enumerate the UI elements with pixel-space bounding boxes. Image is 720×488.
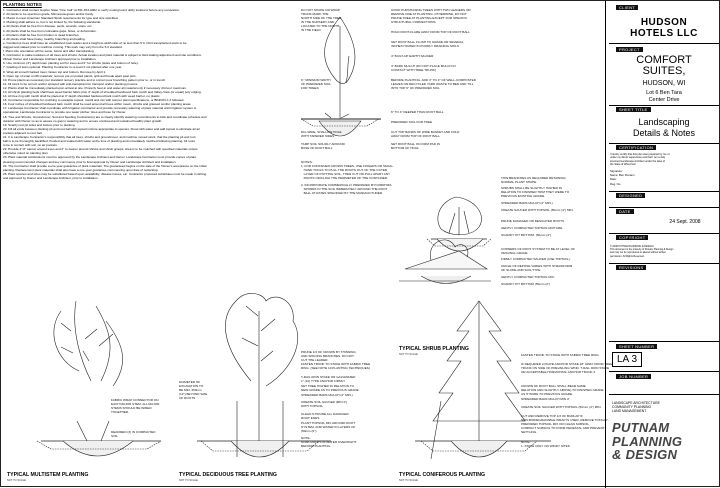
note-line: and approved by Owner and Landscape Architect, prior to installation. (3, 175, 99, 180)
note-line: planting. Replacement plant materials shall also have a one-year guarantee commencing upon date of replanting. (3, 167, 159, 172)
note-line: 15. Contractor responsible for mulching to stockpile topsoil, rototill and mix with soil per plant specifications, or BINDOV-1 if followed. (3, 98, 185, 103)
tree-detail-label: PREPARED SOIL FOR TREE (391, 120, 433, 124)
detail-label: FASTEN TRUNK TO STAKE WITH FABRIC TREE RING (521, 353, 599, 357)
certification-signature: Signature: Name: Ben Putnam Date: Reg. No. (610, 169, 635, 186)
note-line: 18. Tree and Shrubs, Groundcover, Sod and Seeding Contractor(s) are to clearly identify watering commitments to bids and coordinate schedule and (3, 114, 207, 119)
note-line: pockets adjacent to root ball. (3, 130, 43, 135)
detail-label: T-RAIL IRON STAKE OR GALVANIZED 1" (12) TYPE ANCHOR FIRMLY (301, 375, 356, 383)
detail-label: GENTLY COMPACTED TOPSOIL MIXTURE. (501, 226, 564, 230)
note-line: otherwise noted on planting plan. (3, 151, 49, 156)
job-number-heading: JOB NUMBER (616, 374, 651, 379)
project-lot: Lot 6 Ben Tara Center Drive (646, 90, 682, 103)
deciduous-caption: TYPICAL DECIDUOUS TREE PLANTING (179, 472, 277, 478)
detail-label: CREATE SOIL SAUCER (MIN 4") WITH TOPSOIL (301, 400, 348, 408)
designed-heading: DESIGNED (616, 193, 645, 198)
tree-detail-label: SET ROOT BALL FLUSH TO GRADE OR SEVERAL INCHES HIGHER IN POORLY DRAINING SOILS (391, 40, 464, 48)
note-line: 19. Scarify root pit sides and bottom prior to planting. (3, 122, 76, 127)
certification-heading: CERTIFICATION (616, 145, 656, 150)
project-name: COMFORT SUITES, (636, 54, 692, 77)
tree-detail-label: 6" TO 4" DEEPER THAN ROOT BALL (391, 110, 444, 114)
note-line: 23. Plant material substitutions must be approved by the Landscape Architect and Owner. Landscape Contractor must provide copies of plant (3, 155, 197, 160)
tree-detail-label: CUT TOP BANDS OF WIRE BASKET AND FOLD AWAY FROM TOP OF ROOT BALL (391, 130, 460, 138)
shrub-plant-graphic (427, 197, 491, 251)
client-name: HUDSON HOTELS LLC (630, 17, 698, 39)
detail-label: CREATE SAUCER WITH TOPSOIL (50mm (4") MIN. (501, 208, 574, 212)
detail-label: GENTLY COMPACTED TOPSOIL MIX. (501, 275, 555, 279)
notes-title: PLANTING NOTES (3, 3, 42, 7)
note-line: 4. Planting shall adhere to, but is not limited by, the following standards: (3, 20, 101, 25)
tree-detail-label: BEFORE PLANTING, ADD 3" TO 4" OF WELL-COMPOSTED LEAVES OR RECYCLED YARD WASTE TO BED AND TILL INTO TOP 6" OF PREPARED SOIL (391, 78, 476, 90)
note-line: 16. Four inches of shredded hardwood bark mulch shall be used around all trees within mown, shrubs and grassed conifer planting areas. (3, 102, 192, 107)
note-line: 1. Contractor shall contact Gopher State "One Call" at 651-454-0002 to verify underground utility locations before any excavation. (3, 8, 180, 13)
tree-detail-label: 8 " MINIMUM WIDTH OF PREPARED SOIL FOR TREES (301, 78, 331, 90)
deciduous-scale: NOT TO SCALE (179, 479, 198, 482)
note-line: to be in contact with soil, no air pockets. (3, 143, 58, 148)
detail-label: SHREDDED BARK MULCH MIN 4" (521, 397, 570, 401)
coniferous-scale: NOT TO SCALE (399, 479, 418, 482)
title-block (605, 1, 720, 488)
tree-detail-label: 4" BARK MULCH (DO NOT PLACE MULCH IN CONTACT WITH TREE TRUNK) (391, 64, 456, 72)
multistem-caption: TYPICAL MULTISTEM PLANTING (7, 472, 89, 478)
note-line: 17. Landscape Contractor shall coordinate with Irrigation Contractor and provide necessary watering of plant material until irrigation system is (3, 106, 197, 111)
detail-label: SET TREE HIGHER IN RELATION TO NEW GRADE AS TO PREVIOUS GRADE. (301, 384, 360, 392)
detail-label: SHREDDED BARK MULCH (4" MIN.) (301, 393, 353, 397)
note-line: 2. All plants to be specimen grade, Minnesota-grown and/or hardy. (3, 12, 94, 17)
multistem-scale: NOT TO SCALE (7, 479, 26, 482)
note-line: 5. Contractor to stake locations of all trees and shrubs. Actual location and plant material is subject to field staking adjustment and site conditions. (3, 53, 202, 58)
tree-detail-notes: NOTES: 1. FOR CONTAINER GROWN TREES, USE FINGERS OR SMALL HAND TOOLS TO PULL THE ROOTS OUT OF THE OUTER LAYER OF POTTING SOIL, THEN CUT OR PULL APART ANY ROOTS CIRCLING THE PERIMETER OF THE CONTAINER. 2. INCORPORATE COMMERCIALLY PREPARED MYCORRHIZA SPORES IN THE SOIL IMMEDIATELY AROUND THE ROOT BALL AT RATES SPECIFIED BY THE MANUFACTURER. (301, 160, 394, 196)
detail-label: PLANT TOPSOIL MIX AROUND ROOT SYSTEM, AND WATER IN LAYERS OF (90mm (6"). (301, 421, 356, 433)
detail-label: CUT AND REMOVE TOP 1/3 OF BURLAP IF NON-BIODEGRADABLE WRAP IS USED, REMOVE TOTALLY. PREPARED TOPSOIL MIX OR CLEAN SUBSOIL. COMPACT SUBSOIL TO FORM PEDESTAL AND PREVENT SETTLING. (521, 414, 609, 434)
detail-label: CORNERS OF ROOT SYSTEM TO BE AT LEVEL OF ORIGINAL GRADE. (501, 247, 575, 255)
multistem-label: DEADMEN (3) IN COMPACTED SOIL (111, 430, 156, 438)
tree-detail-label: SET ROOT BALL ON FIRM PAD IN BOTTOM OF HOLE (391, 142, 440, 150)
note-line: operational. Landscape Contractor to provide one water pitcher, lines and hose for Owner. (3, 110, 127, 115)
detail-label: NOTE: SOAK ROOTS IN WATER OVERNIGHT BEFORE PLANTING. (301, 436, 357, 448)
firm-tagline: LANDSCAPE ARCHITECTURE COMMUNITY PLANNING LAND MANAGEMENT (612, 401, 660, 413)
note-line: 6. Use minimum (3") depth loam planting soil for trees and 6" for shrubs (sides and bottom of hole). (3, 61, 139, 66)
detail-label: CLEAN N PRUNE ALL DAMAGED ROOT ENDS. (301, 412, 349, 420)
detail-label: SHREDDED BARK MULCH (4" MIN.) (501, 201, 553, 205)
sheet-title: Landscaping Details & Notes (632, 117, 696, 138)
note-line: 13. All shrub planting beds shall have weed barrier fabric plus 4" depth of shredded hardwood bark mulch and Valley-View (or equal) poly edging. (3, 89, 202, 94)
detail-label: PRUNE DAMAGED OR DESICATED ROOTS (501, 219, 565, 223)
shrub-scale: NOT TO SCALE (399, 353, 418, 356)
copyright-text: © 2008 PUTNAM PLANNING & DESIGN This document is the property of Putnam Planning & Design and may not be reproduced or altered without written permission. All Rights Reserved. (610, 245, 674, 258)
client-heading: CLIENT (616, 5, 638, 10)
note-line: 22. Provide 4"-6" saucer around trees and 2" to saucer around shrubs and shrub groups. Area is to be mulched with specified materials unless (3, 147, 198, 152)
detail-label: FIRMLY COMPACTED SAUCER (USE TOPSOIL). (501, 257, 571, 261)
sheet-number: LA 3 (612, 352, 642, 367)
firm-logo: PUTNAM PLANNING & DESIGN (612, 420, 683, 462)
detail-label: SCARIFY PIT BOTTOM. (50mm (4") (501, 233, 552, 237)
tree-detail-label: DIG WIDE, SHALLOW HOLE WITH TAPERED SIDES (301, 130, 342, 138)
date-value: 24 Sept. 2008 (669, 219, 701, 225)
revisions-heading: REVISIONS (616, 265, 646, 270)
note-line: b. All plants shall be free from noticeable gaps, holes, or deformities. (3, 28, 97, 33)
note-line: duration with Owner so as to assure no gap in watering and to ensure continued and sustained healthy plant growth. (3, 118, 163, 123)
note-line: dugged and staked prior to machine moving. This work may vary from the 5:3 standard. (3, 44, 123, 49)
project-heading: PROJECT (616, 47, 643, 52)
coniferous-tree-graphic (415, 301, 551, 459)
copyright-heading: COPYRIGHT (616, 235, 648, 240)
tree-detail-label: HOLD ROOT-FLARE AWAY FROM TOP OF ROOT BALL (391, 30, 470, 34)
detail-label: SHRUBS SHALL BE SLIGHTLY HIGHER IN RELATION TO FINISHED TRIM THEY WERE TO PREVIOUS EXISTING GRADE. (501, 186, 570, 198)
note-line: a. All plants shall be free from disease, pests, wounds, scars, etc. (3, 24, 93, 29)
note-line: f. Plant size orientation will be same, below and after transplanting. (3, 49, 95, 54)
note-line: 14. All tree ring with mulch shall be placed at 4" depth shredded hardwood bark mulch with weed barrier, no plastic. (3, 94, 161, 99)
note-line: 25. Plant species and sizes may be substituted based upon availability, disease issues, etc. Contractor proposed substitutes must be made in writing (3, 171, 207, 176)
detail-label: ANGLE OF REPOSE VARIES WITH STRAWFORM OF SLOPE AND SOIL TYPE. (501, 264, 573, 272)
note-line: 20. Fill all voids between planting pit and root ball with topsoil mixture appropriate to species. Flood with water and add topsoil to eliminate all air (3, 126, 200, 131)
coniferous-caption: TYPICAL CONIFEROUS PLANTING (399, 472, 486, 478)
multistem-label: FABRIC WRAP CONNECTOR ON EACH MAJOR STEM. ALL MAJOR STEMS SHOULD BE WIRED TOGETHER. (111, 398, 160, 414)
detail-label: PRUNE 1/3 OF CROWN BY THINNING AND SPACING BRANCHES. DO NOT CUT THE LEADER. (301, 350, 356, 362)
note-line: c. All plants shall be free from broken or dead branches. (3, 32, 80, 37)
note-line: e. Coniferous trees shall have an established main leader and a height-to-width ratio of no less than 5:3. Omit transplanted stock to be (3, 40, 187, 45)
detail-label: IF REQUIRED LOCATE ANCHOR STAKE 18" AWAY FROM TREE TRUNK ON SIDE OF PREVAILING WIND. T-RAIL IRON STAKE OR ACCEPTABLE HORIZONTAL ANCHOR TRUNK 3 (521, 362, 613, 374)
note-line: 24. The Contractor shall provide a one-year guarantee of plant materials. The guaranteed begins on the date of the Owner's acceptance on the initial (3, 163, 207, 168)
detail-label: NOTE: 1. STAKE ONLY ON WINDY SITES (521, 440, 570, 448)
note-line: 21. It is Landscape Contractor's responsibility that all trees, shrubs and groundcover, and machine moved stock, that the planting pit and root (3, 135, 196, 139)
date-heading: DATE (616, 209, 634, 214)
detail-label: DIAMETER OF EXCAVATION TO BE MIN. 300mm (12") BEYOND SIZE OF ROOTS (179, 380, 208, 400)
note-line: 7. Grading of loam optional. Planting Contractor to re-level if not planted after one year. (3, 65, 123, 70)
note-line: 11. All stock to be correct and/or sprayed with anti-transpirant for transport and/or planting process. (3, 81, 139, 86)
detail-label: THIN BRANCHES AS REQUIRED RETAINING NORMAL PLANT SHAPE. (501, 176, 566, 184)
note-line: d. All plants shall have heavy, healthy branching and leafing. (3, 36, 86, 41)
project-location: HUDSON, WI (642, 80, 686, 87)
detail-label: CROWN OF ROOT BALL SHALL BEAR SAME RELATION AND SLIGHTLY ABOVE) TO FINISHED GRADE AS IT BORE TO PREVIOUS GRADE. (521, 384, 604, 396)
note-line: ball is to be thoroughly backfilled, flooded and soaked with water at the time of planting and immediately mulched following planting. All roots (3, 139, 195, 144)
note-line: Obtain Owner and Landscape Architect approval prior to installation. (3, 57, 97, 62)
tree-detail-label: TAMP SOIL SOLIDLY AROUND BASE OF ROOT BALL (301, 142, 345, 150)
sheet-number-heading: SHEET NUMBER (616, 344, 657, 349)
note-line: 12. Plants shall be immediately planted upon arrival at site. Properly heel-in and water all material only if necessary 24-hour maximum. (3, 85, 187, 90)
shrub-caption: TYPICAL SHRUB PLANTING (399, 346, 469, 352)
note-line: 9. Open top of wrap on 80 materials; remove pot on potted plants; split and break apart peat pots. (3, 73, 137, 78)
certification-text: I hereby certify that this plan was prepared by me or under my direct supervision and that I am a duly Licensed Landscape Architect under the laws of the State of Wisconsin. (610, 153, 670, 166)
note-line: 8. Wrap all smooth barked trees; fasten top and bottom. Remove by April 1. (3, 69, 107, 74)
tree-detail-label: DO NOT SHAPE OR WRAP TRUNK MARK THE NORTH SIDE OF THE TREE IN THE NURSERY AND LOCATED TO THE NORTH IN THE FIELD (301, 8, 342, 32)
sheet-title-heading: SHEET TITLE (616, 107, 651, 112)
note-line: 10. Prune plants as necessary per standard nursery practice and to correct poor branching pattern prior to, or in trench. (3, 77, 167, 82)
note-line: cleaning recommended changes and key commence prior to final approval by Owner and Landscape Architect and installation. (3, 159, 177, 164)
detail-label: FASTEN TRUNK TO STAKE WITH FABRIC TREE RING. (SEE NOTE 10 PLANTING TECHNIQUES) (301, 362, 371, 370)
tree-detail-label: 4" BUILT-UP EARTH SAUCER (391, 54, 434, 58)
detail-label: SCARIFY PIT BOTTOM (50mm (2") (501, 282, 551, 286)
tree-detail-label: AVOID PURCHASING TREES WITH TWO LEADERS OR REMOVE ONE AT PLANTING. OTHERWISE, DO NOT PRUNE TREE AT PLANTING EXCEPT FOR SPECIFIC STRUCTURAL CORRECTIONS. (391, 8, 471, 24)
detail-label: CREATE SOIL SAUCER WITH TOPSOIL (50mm (4") MIN. (521, 405, 602, 409)
note-line: 3. Plants to meet American Standard Stock requirements for type and size specified. (3, 16, 119, 21)
